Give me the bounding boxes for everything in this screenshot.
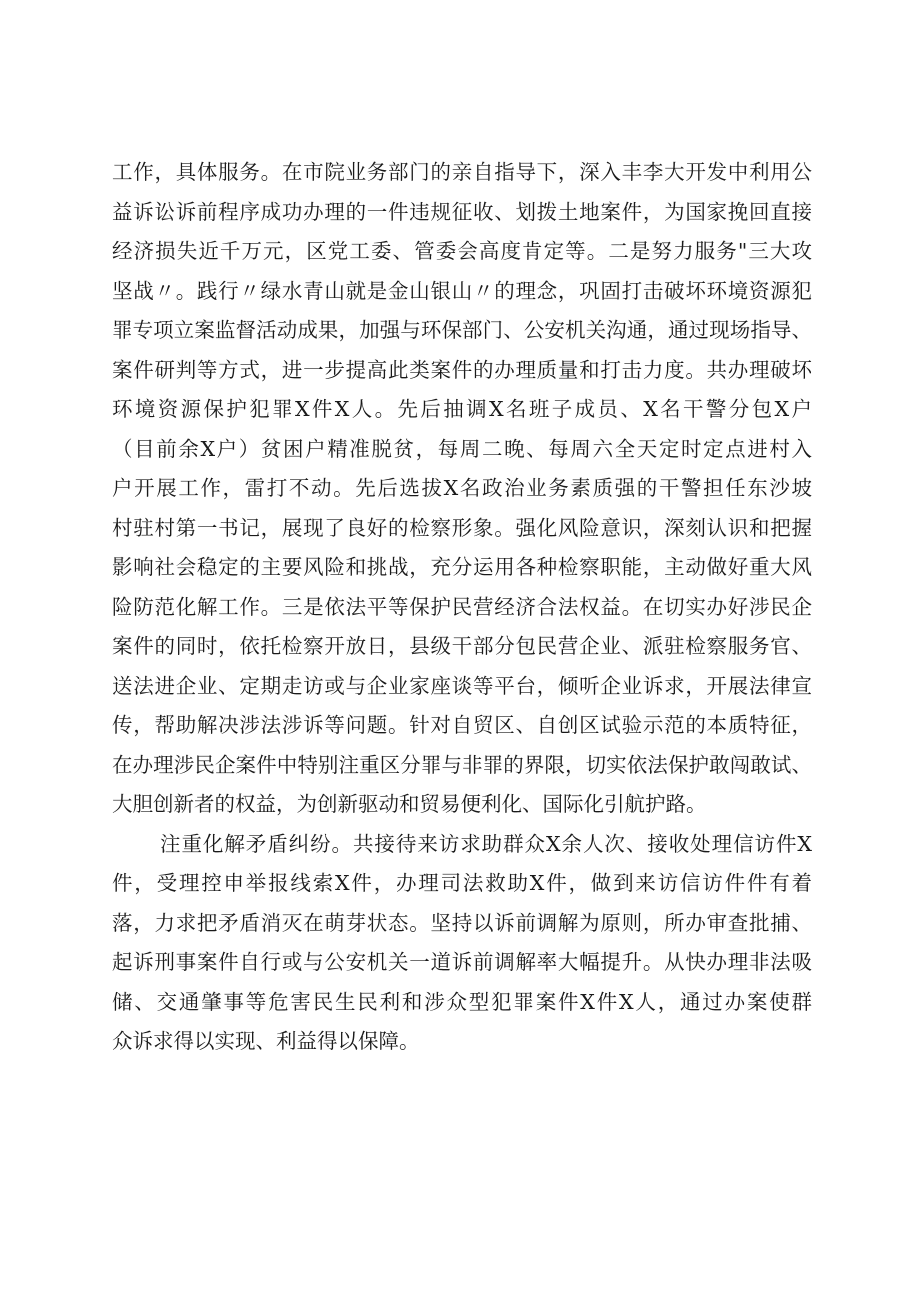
text-line: 送法进企业、定期走访或与企业家座谈等平台，倾听企业诉求，开展法律宣 xyxy=(112,674,812,698)
text-line: 罪专项立案监督活动成果，加强与环保部门、公安机关沟通，通过现场指导、 xyxy=(112,318,812,342)
text-line: 险防范化解工作。三是依法平等保护民营经济合法权益。在切实办好涉民企 xyxy=(112,595,812,619)
text-line: 经济损失近千万元，区党工委、管委会高度肯定等。二是努力服务"三大攻 xyxy=(112,239,812,263)
text-line: 环境资源保护犯罪X件X人。先后抽调X名班子成员、X名干警分包X户 xyxy=(112,397,812,421)
text-line: 落，力求把矛盾消灭在萌芽状态。坚持以诉前调解为原则，所办审查批捕、 xyxy=(112,911,812,935)
text-line: 案件的同时，依托检察开放日，县级干部分包民营企业、派驻检察服务官、 xyxy=(112,634,812,658)
text-line: 益诉讼诉前程序成功办理的一件违规征收、划拨土地案件，为国家挽回直接 xyxy=(112,200,812,224)
text-line: （目前余X户）贫困户精准脱贫，每周二晚、每周六全天定时定点进村入 xyxy=(112,437,812,461)
text-line: 坚战〃。践行〃绿水青山就是金山银山〃的理念，巩固打击破坏环境资源犯 xyxy=(112,279,812,303)
text-line: 众诉求得以实现、利益得以保障。 xyxy=(112,1029,420,1053)
text-line: 在办理涉民企案件中特别注重区分罪与非罪的界限，切实依法保护敢闯敢试、 xyxy=(112,753,812,777)
text-line: 影响社会稳定的主要风险和挑战，充分运用各种检察职能，主动做好重大风 xyxy=(112,555,812,579)
text-line: 储、交通肇事等危害民生民利和涉众型犯罪案件X件X人，通过办案使群 xyxy=(112,990,812,1014)
text-line: 件，受理控申举报线索X件，办理司法救助X件，做到来访信访件件有着 xyxy=(112,871,812,895)
text-line: 起诉刑事案件自行或与公安机关一道诉前调解率大幅提升。从快办理非法吸 xyxy=(112,950,812,974)
text-line: 村驻村第一书记，展现了良好的检察形象。强化风险意识，深刻认识和把握 xyxy=(112,516,812,540)
text-line: 传，帮助解决涉法涉诉等问题。针对自贸区、自创区试验示范的本质特征， xyxy=(112,713,812,737)
text-line: 户开展工作，雷打不动。先后选拔X名政治业务素质强的干警担任东沙坡 xyxy=(112,476,812,500)
text-line: 注重化解矛盾纠纷。共接待来访求助群众X余人次、接收处理信访件X xyxy=(160,832,812,856)
text-line: 大胆创新者的权益，为创新驱动和贸易便利化、国际化引航护路。 xyxy=(112,792,707,816)
text-line: 案件研判等方式，进一步提高此类案件的办理质量和打击力度。共办理破坏 xyxy=(112,358,812,382)
text-line: 工作，具体服务。在市院业务部门的亲自指导下，深入丰李大开发中利用公 xyxy=(112,160,812,184)
